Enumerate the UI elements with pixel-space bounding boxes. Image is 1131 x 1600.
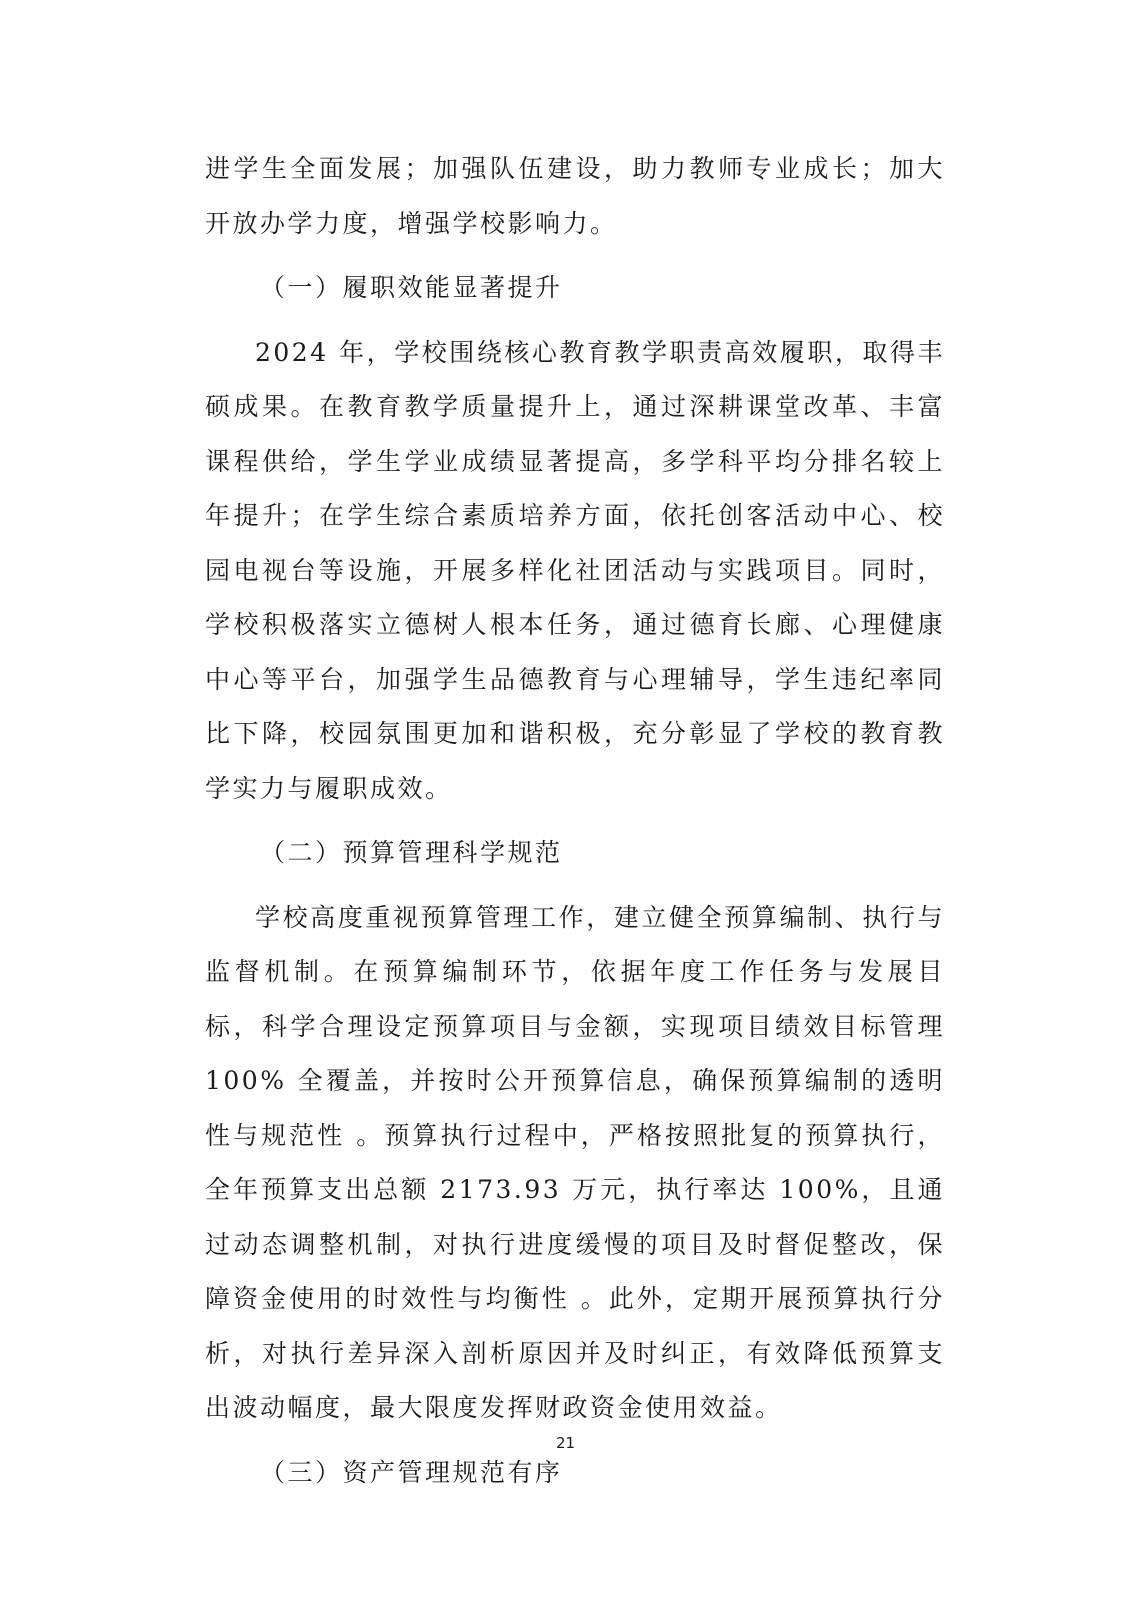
section-heading-3: （三）资产管理规范有序: [260, 1457, 563, 1487]
section-heading-2: （二）预算管理科学规范: [260, 838, 563, 867]
page-content: [205, 142, 945, 1510]
section-1-paragraph: 2024 年，学校围绕核心教育教学职责高效履职，取得丰硕成果。在教育教学质量提升上，通过深耕课堂改革、丰富课程供给，学生学业成绩显著提高，多学科平均分排名较上年提升；在学生综合素质培养方面，依托创客活动中心、校园电视台等设施，开展多样化社团活动与实践项目。同时，学校积极落实立德树人根本任务，通过德育长廊、心理健康中心等平台，加强学生品德教育与心理辅导，学生违纪率同比下降，校园氛围更加和谐积极，充分彰显了学校的教育教学实力与履职成效。: [205, 337, 945, 803]
page-number: 21: [555, 1434, 576, 1452]
section-heading-1: （一）履职效能显著提升: [260, 273, 563, 302]
intro-paragraph: 进学生全面发展；加强队伍建设，助力教师专业成长；加大开放办学力度，增强学校影响力。: [205, 154, 945, 238]
section-2-paragraph: 学校高度重视预算管理工作，建立健全预算编制、执行与监督机制。在预算编制环节，依据年度工作任务与发展目标，科学合理设定预算项目与金额，实现项目绩效目标管理 100% 全覆盖，并按时公开预算信息，确保预算编制的透明性与规范性 。预算执行过程中，严格按照批复的预算执行，全年预算支出总额 2173.93 万元，执行率达 100%，且通过动态调整机制，对执行进度缓慢的项目及时督促整改，保障资金使用的时效性与均衡性 。此外，定期开展预算执行分析，对执行差异深入剖析原因并及时纠正，有效降低预算支出波动幅度，最大限度发挥财政资金使用效益。: [205, 902, 945, 1422]
